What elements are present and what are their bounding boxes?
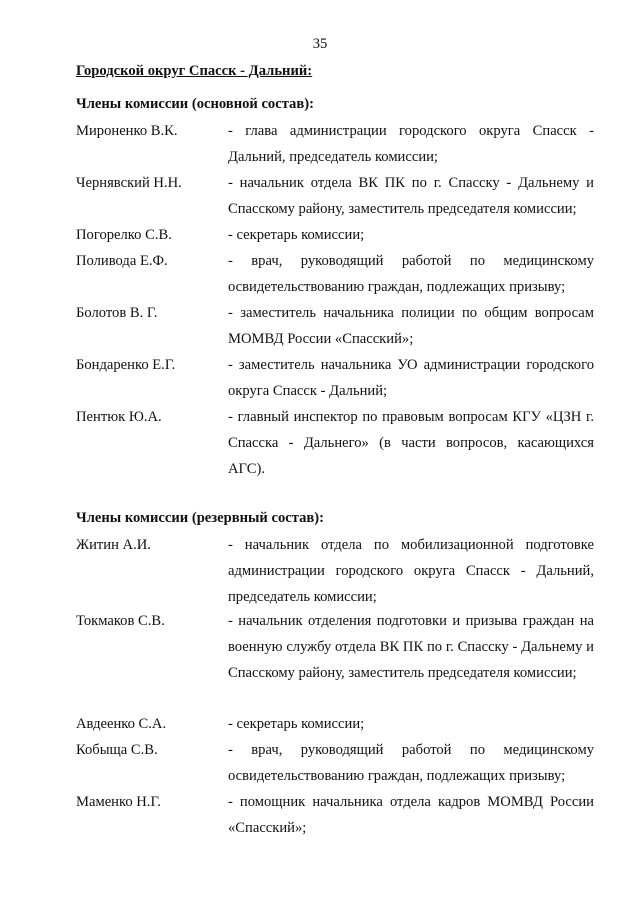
member-name: Житин А.И. [76, 537, 151, 553]
member-role: - секретарь комиссии; [228, 227, 365, 243]
member-name: Поливода Е.Ф. [76, 253, 168, 269]
member-role: - заместитель начальника УО администрации городского округа Спасск - Дальний; [228, 357, 594, 399]
member-role: - врач, руководящий работой по медицинскому освидетельствованию граждан, подлежащих призыву; [228, 253, 594, 295]
member-name: Мироненко В.К. [76, 123, 178, 139]
member-role: - начальник отдела ВК ПК по г. Спасску - Дальнему и Спасскому району, заместитель председателя комиссии; [228, 175, 594, 217]
member-row [76, 711, 594, 737]
member-row [76, 608, 594, 712]
member-role: - начальник отдела по мобилизационной подготовке администрации городского округа Спасск - Дальний, председатель комиссии; [228, 537, 594, 605]
member-row [76, 532, 594, 612]
member-name: Авдеенко С.А. [76, 716, 167, 732]
page-number: 35 [312, 36, 328, 52]
main-section-heading: Члены комиссии (основной состав): [76, 96, 314, 112]
member-name: Болотов В. Г. [76, 305, 158, 321]
member-name: Пентюк Ю.А. [76, 409, 162, 425]
member-role: - секретарь комиссии; [228, 716, 365, 732]
municipality-heading: Городской округ Спасск - Дальний: [76, 63, 313, 79]
member-role: - главный инспектор по правовым вопросам КГУ «ЦЗН г. Спасска - Дальнего» (в части вопросов, касающихся АГС). [228, 409, 594, 477]
member-name: Бондаренко Е.Г. [76, 357, 176, 373]
member-name: Чернявский Н.Н. [76, 175, 182, 191]
member-role: - глава администрации городского округа Спасск - Дальний, председатель комиссии; [228, 123, 594, 165]
member-row [76, 404, 594, 484]
member-role: - врач, руководящий работой по медицинскому освидетельствованию граждан, подлежащих призыву; [228, 742, 594, 784]
member-name: Токмаков С.В. [76, 613, 165, 629]
member-name: Кобыща С.В. [76, 742, 158, 758]
member-name: Погорелко С.В. [76, 227, 172, 243]
member-role: - помощник начальника отдела кадров МОМВД России «Спасский»; [228, 794, 594, 836]
member-role: - заместитель начальника полиции по общим вопросам МОМВД России «Спасский»; [228, 305, 594, 347]
member-row [76, 789, 594, 869]
member-role: - начальник отделения подготовки и призыва граждан на военную службу отдела ВК ПК по г. Спасску - Дальнему и Спасскому району, заместитель председателя комиссии; [228, 613, 594, 681]
reserve-section-heading: Члены комиссии (резервный состав): [76, 510, 324, 526]
member-name: Маменко Н.Г. [76, 794, 161, 810]
